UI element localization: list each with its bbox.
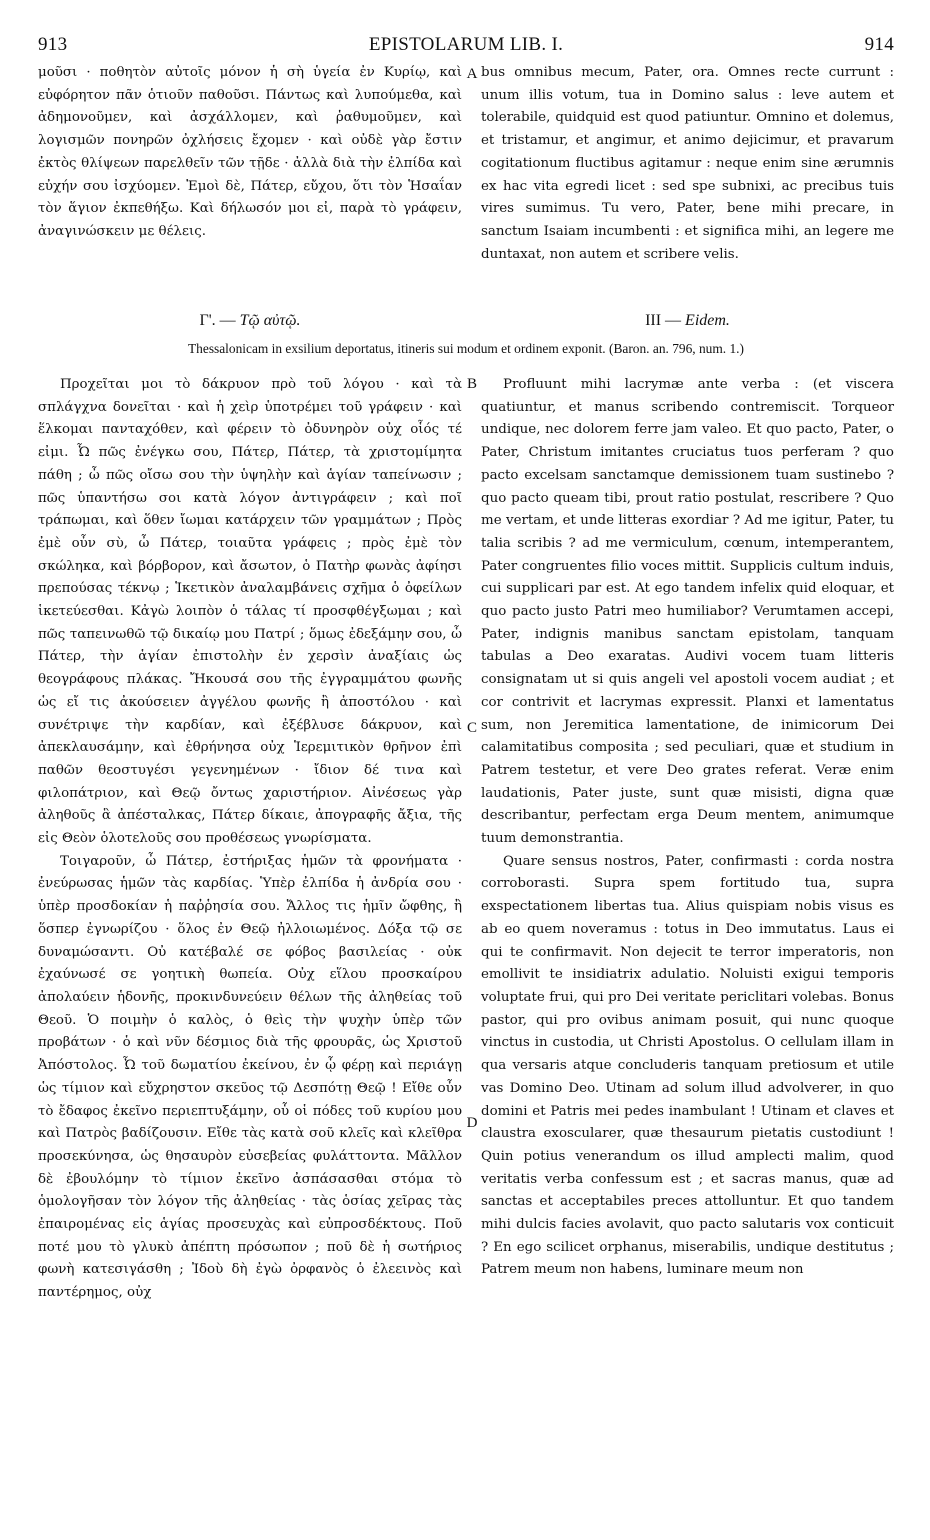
page-number-right: 914 (864, 34, 894, 55)
section-marker-d: D (466, 1115, 478, 1131)
section-marker-c: C (466, 720, 477, 736)
latin-paragraph-2: Quare sensus nostros, Pater, confirmasti : corda nostra corroborasti. Supra spem fortitudo tua, supra exspectationem libertas tua. Alius quispiam nobis visus es ab eo quem noveramus : totus in Deo immutatus. Laus ei qui te confirmavit. Non dejecit te terror imperatoris, non emollivit te insidiatrix adulatio. Noluisti exigui temporis voluptate frui, qui pro Dei veritate periclitari volebas. Bonus pastor, qui pro ovibus animam posuit, qui nunc quoque vinctus in custodia, ut Christi Apostolus. O cellulam illam in qua versaris atque concluderis tanquam pretiosum et utile vas Domino Deo. Utinam ad solum illud advolverer, in quo domini et Patris mei pedes inambulant ! Utinam et claves et claustra exoscularer, quæ thesaurum pietatis custodiunt ! Quin potius venerandum os illud amplecti malim, quod veritatis verba confessum est ; et sacras manus, quæ ad sanctas et acceptabiles preces attolluntur. Et quo tandem mihi dulcis facies avolavit, quo pacto salutaris vox conticuit ? En ego scilicet orphanus, miserabilis, undique destitutus ; Patrem meum non habens, luminare meum non (481, 853, 894, 1278)
greek-paragraph-2: Τοιγαροῦν, ὦ Πάτερ, ἐστήριξας ἡμῶν τὰ φρονήματα · ἐνεύρωσας ἡμῶν τὰς καρδίας. Ὑπὲρ ἐλπίδα ἡ ἀνδρία σου · ὑπὲρ προσδοκίαν ἡ παῤῥησία σου. Ἄλλος τις ἡμῖν ὤφθης, ἢ ὅσπερ ἐγνωρίζου · ὅλος ἐν Θεῷ ἠλλοιωμένος. Δόξα τῷ σε δυναμώσαντι. Οὐ κατέβαλέ σε φόβος βασιλείας · οὐκ ἐχαύνωσέ σε γοητικὴ θωπεία. Οὐχ εἵλου προσκαίρου ἀπολαύειν ἡδονῆς, προκινδυνεύειν θέλων τῆς ἀληθείας τοῦ Θεοῦ. Ὁ ποιμὴν ὁ καλὸς, ὁ θεὶς τὴν ψυχὴν ὑπὲρ τῶν προβάτων · ὁ καὶ νῦν δέσμιος διὰ τῆς φρουρᾶς, ὡς Χριστοῦ Ἀπόστολος. Ὦ τοῦ δωματίου ἐκείνου, ἐν ᾧ φέρῃ καὶ περιάγῃ ὡς τίμιον καὶ εὔχρηστον σκεῦος τῷ Δεσπότῃ Θεῷ ! Εἴθε οὖν τὸ ἔδαφος ἐκεῖνο περιεπτυξάμην, οὗ οἱ πόδες τοῦ κυρίου μου καὶ Πατρὸς βαδίζουσιν. Εἴθε τὰς κατὰ σοῦ κλεῖς καὶ κλεῖθρα προσεκύνησα, ὡς θησαυρὸν εὐσεβείας φυλάττοντα. Μᾶλλον δὲ ἐβουλόμην τὸ τίμιον ἐκεῖνο ἀσπάσασθαι στόμα τὸ ὁμολογῆσαν τὸν λόγον τῆς ἀληθείας · τὰς ὁσίας χεῖρας τὰς ἐπαιρομένας εἰς ἁγίας προσευχὰς καὶ εὐπροσδέκτους. Ποῦ ποτέ μου τὸ γλυκὺ ἀπέπτη πρόσωπον ; ποῦ δὲ ἡ σωτήριος φωνὴ κατεσιγάσθη ; Ἰδοὺ δὴ ἐγὼ ὀρφανὸς ὁ ἐλεεινὸς καὶ παντέρημος, οὐχ (38, 853, 462, 1301)
letter-heading-latin (481, 312, 894, 330)
greek-paragraph-1: Προχεῖται μοι τὸ δάκρυον πρὸ τοῦ λόγου · καὶ τὰ σπλάγχνα δονεῖται · καὶ ἡ χεὶρ ὑποτρέμει τοῦ γράφειν · καὶ ἕλκομαι πανταχόθεν, καὶ φέρειν τὸ ὀδυνηρὸν οὐχ οἷός τέ εἰμι. Ὦ πῶς ἐνέγκω σου, Πάτερ, Πάτερ, τὰ χριστομίμητα πάθη ; ὦ πῶς οἴσω σου τὴν ὑψηλὴν καὶ ἁγίαν ταπείνωσιν ; πῶς ὑπαντήσω σοι κατὰ λόγον ἀντιγράφειν ; καὶ ποῖ τράπωμαι, καὶ ὅθεν ἴωμαι κατάρχειν τῶν γραμμάτων ; Πρὸς ἐμὲ οὖν σὺ, ὦ Πάτερ, τοιαῦτα γράφεις ; πρὸς ἐμὲ τὸν σκώληκα, καὶ βόρβορον, καὶ ἄσωτον, ὁ Πατὴρ φωνὰς ἀφίησι πρεπούσας τέκνῳ ; Ἱκετικὸν ἀναλαμβάνεις σχῆμα ὁ ὀφείλων ἱκετεύεσθαι. Κἀγὼ λοιπὸν ὁ τάλας τί προσφθέγξωμαι ; καὶ πῶς ταπεινωθῶ τῷ δικαίῳ μου Πατρί ; ὅμως ἐδεξάμην σου, ὦ Πάτερ, τὴν ἁγίαν ἐπιστολὴν ἐν χερσὶν ἀναξίαις ὡς θεογράφους πλάκας. Ἤκουσά σου τῆς ἐγγραμμάτου φωνῆς ὡς εἴ τις ἀκούσειεν ἀγγέλου φωνῆς ἢ ἀποστόλου · καὶ συνέτριψε τὴν καρδίαν, καὶ ἐξέβλυσε δάκρυον, καὶ ἀπεκλαυσάμην, καὶ ἐθρήνησα οὐχ Ἱερεμιτικὸν θρῆνον ἐπὶ παθῶν θεοστυγέσι γεγενημένων · ἴδιον δέ τινα καὶ φιλοπάτριον, καὶ Θεῷ ὄντως χαριστήριον. Αἰνέσεως γὰρ ἀληθοῦς ἃ ἀπέσταλκας, Πάτερ δίκαιε, ἀπογραφῆς ἄξια, τῆς εἰς Θεὸν ὁλοτελοῦς σου προθέσεως γνωρίσματα. (38, 377, 462, 847)
letter-number-latin: III — (645, 312, 686, 329)
greek-column-main (38, 374, 462, 1305)
page-header (38, 34, 894, 62)
letter-title-latin: Eidem. (685, 312, 730, 329)
greek-column-top (38, 62, 462, 244)
letter-title-greek: Τῷ αὐτῷ. (239, 312, 301, 329)
latin-column-top (481, 62, 894, 266)
latin-paragraph-1: Profluunt mihi lacrymæ ante verba : (et viscera quatiuntur, et manus scribendo contremiscit. Torqueor undique, nec dolorem ferre jam valeo. Et quo pacto, Pater, o Pater, Christum imitantes cruciatus tuos perferam ? quo pacto excelsam sanctamque demissionem tuam sustinebo ? quo pacto queam tibi, prout ratio postulat, rescribere ? Quo me vertam, et unde litteras exordiar ? Ad me igitur, Pater, tu talia scribis ? ad me vermiculum, cœnum, intemperantem, Pater congruentes filio voces mittit. Supplicis cultum induis, cui supplicari par est. At ego tandem infelix quid eloquar, et quo pacto justo Patri meo humiliabor? Verumtamen accepi, Pater, indignis manibus sanctam epistolam, tanquam tabulas a Deo exaratas. Audivi vocem tuam litteris consignatam ut si quis angeli vel apostoli vocem audiat ; et cor contrivit et lacrymas expressit. Planxi et lamentatus sum, non Jeremitica lamentatione, de inimicorum Dei calamitatibus composita ; sed peculiari, quæ et studium in Patrem testetur, et vere Deo grates referat. Veræ enim laudationis, Pater juste, sunt quæ misisti, digna quæ describantur, perfectam erga Deum mentem, animumque tuum demonstrantia. (481, 377, 894, 847)
page-number-left: 913 (38, 34, 68, 55)
latin-column-main (481, 374, 894, 1282)
section-marker-b: B (466, 376, 477, 392)
letter-number-greek: Γ'. — (199, 312, 240, 329)
greek-paragraph-top: μοῦσι · ποθητὸν αὐτοῖς μόνον ἡ σὴ ὑγεία ἐν Κυρίῳ, καὶ εὐφόρητον πᾶν ὁτιοῦν παθοῦσι. Πάντως καὶ λυπούμεθα, καὶ ἀδημονοῦμεν, καὶ ἀσχάλλομεν, καὶ ῥαθυμοῦμεν, καὶ λογισμῶν πονηρῶν ὀχλήσεις ἔχομεν · καὶ οὐδὲ γὰρ ἔστιν ἐκτὸς θλίψεων παρελθεῖν τῶν τῇδε · ἀλλὰ διὰ τὴν ἐλπίδα καὶ εὐχήν σου ἰσχύομεν. Ἐμοὶ δὲ, Πάτερ, εὔχου, ὅτι τὸν Ἡσαΐαν τὸν ἅγιον ἐκπεθήξω. Καὶ δήλωσόν μοι εἰ, παρὰ τὸ γράφειν, ἀναγινώσκειν με θέλεις. (38, 65, 462, 239)
section-marker-a: A (466, 66, 478, 82)
running-title: EPISTOLARUM LIB. I. (368, 34, 564, 55)
latin-paragraph-top: bus omnibus mecum, Pater, ora. Omnes recte currunt : unum illis votum, tua in Domino salus : leve autem et tolerabile, quidquid est quod patiuntur. Omnino et dolemus, et tristamur, et angimur, et animo dejicimur, et pravarum cogitationum fluctibus agitamur : neque enim sine ærumnis ex hac vita egredi licet : sed spe subnixi, ac precibus tuis vires sumimus. Tu vero, Pater, bene mihi precare, in sanctum Isaiam incumbenti : et significa mihi, an legere me duntaxat, non autem et scribere velis. (481, 65, 894, 262)
letter-summary: Thessalonicam in exsilium deportatus, itineris sui modum et ordinem exponit. (Baron. an. 796, num. 1.) (188, 341, 744, 356)
letter-heading-greek (38, 312, 462, 330)
